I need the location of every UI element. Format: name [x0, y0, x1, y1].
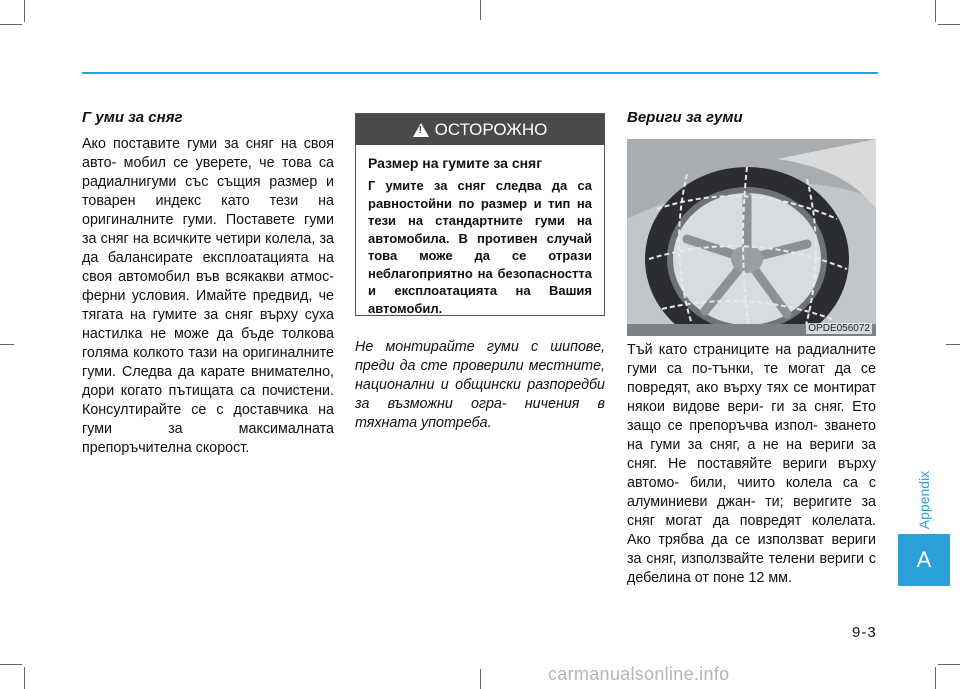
crop-mark — [0, 664, 22, 665]
right-heading-block — [627, 108, 876, 135]
crop-mark — [935, 0, 936, 22]
tire-chain-photo — [627, 139, 876, 336]
crop-mark — [480, 669, 481, 689]
warning-icon — [413, 123, 429, 137]
snow-tires-heading: Г уми за сняг — [82, 109, 183, 126]
studded-tires-note: Не монтирайте гуми с шипове, преди да сте проверили местните, национални и общински разпоредби за възможни огра- ничения в тяхната употреба. — [355, 339, 605, 431]
image-code: OPDE056072 — [808, 323, 870, 334]
warning-box — [355, 113, 605, 316]
crop-mark — [480, 0, 481, 20]
right-column — [627, 341, 876, 588]
header-rule — [82, 72, 878, 74]
appendix-label: Appendix — [916, 470, 933, 530]
left-column — [82, 108, 334, 458]
page-number: 9-3 — [852, 624, 877, 641]
crop-mark — [0, 344, 14, 345]
warning-text: Г умите за сняг следва да са равностойни по размер и тип на тези на стандартните гуми на автомобила. В противен случай това може да се отрази неблагоприятно на безопасността и експлоатацията на Вашия автомобил. — [368, 178, 592, 316]
crop-mark — [0, 24, 22, 25]
crop-mark — [24, 0, 25, 22]
warning-title: Размер на гумите за сняг — [368, 155, 543, 171]
tire-chains-heading: Вериги за гуми — [627, 109, 743, 126]
crop-mark — [24, 667, 25, 689]
crop-mark — [935, 667, 936, 689]
warning-label: ОСТОРОЖНО — [434, 119, 548, 139]
crop-mark — [938, 24, 960, 25]
warning-header — [356, 114, 604, 145]
crop-mark — [938, 664, 960, 665]
section-tab-label — [902, 470, 946, 530]
crop-mark — [946, 344, 960, 345]
wheel-with-chain-illustration — [627, 139, 876, 336]
tire-chains-text: Тъй като страниците на радиалните гуми са по-тънки, те могат да се повредят, ако върху тях се монтират някои видове вери- ги за сняг. Ето защо се препоръчва изпол- зването на гуми за сняг, а не на вериги за сняг. Не поставяйте вериги върху автомо- били, чиито колела са с алуминиеви джан- ти; веригите за сняг могат да повредят колелата. Ако трябва да се използват вериги за сняг, използвайте телени вериги с дебелина от поне 12 мм. — [627, 342, 876, 586]
section-tab: A — [898, 534, 950, 586]
snow-tires-text: Ако поставите гуми за сняг на своя авто- мобил се уверете, че това са радиалнигуми със същия размер и товарен индекс като тези на оригиналните гуми. Поставете гуми за сняг на всичките четири колела, за да балансирате експлоатацията на своя автомобил във всякакви атмос- ферни условия. Имайте предвид, че тягата на гумите за сняг върху суха настилка не може да бъде толкова голяма колкото тази на оригиналните гуми. Следва да карате внимателно, дори когато пътищата са почистени. Консултирайте се с доставчика на гуми за максималната препоръчителна скорост. — [82, 136, 334, 456]
watermark: carmanualsonline.info — [548, 664, 730, 684]
middle-column — [355, 338, 605, 433]
